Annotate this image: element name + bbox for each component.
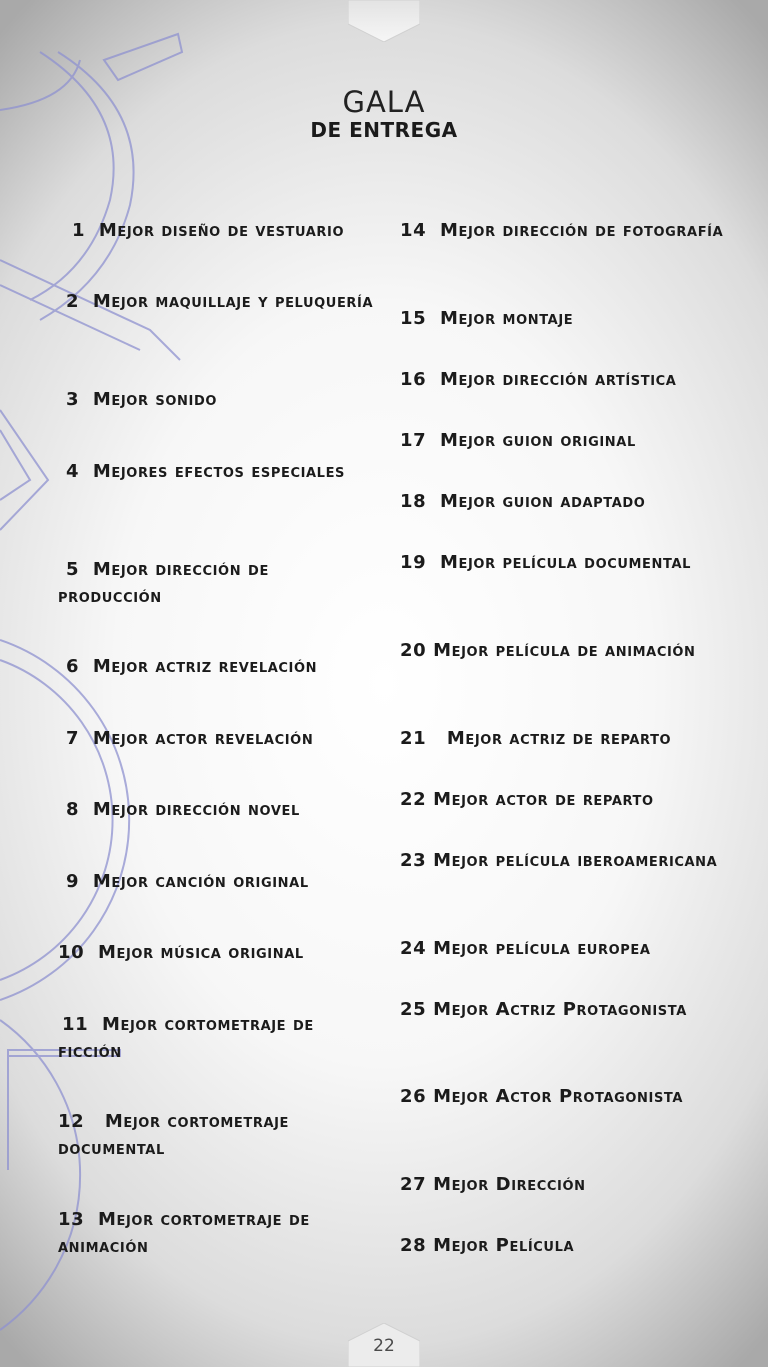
award-item: 23 Mejor película iberoamericana <box>400 850 718 871</box>
award-item: 11 Mejor cortometraje de ficción <box>58 1014 314 1062</box>
award-item: 13 Mejor cortometraje de animación <box>58 1209 310 1257</box>
award-item: 20 Mejor película de animación <box>400 640 696 661</box>
heading-gala: GALA <box>342 85 426 119</box>
award-item: 14 Mejor dirección de fotografía <box>400 220 724 241</box>
award-item: 16 Mejor dirección artística <box>400 369 677 390</box>
award-item: 5 Mejor dirección de producción <box>58 559 269 607</box>
award-item: 8 Mejor dirección novel <box>66 799 300 820</box>
award-item: 27 Mejor Dirección <box>400 1174 586 1195</box>
award-item: 25 Mejor Actriz Protagonista <box>400 999 687 1020</box>
award-item: 2 Mejor maquillaje y peluquería <box>66 291 374 312</box>
award-item: 12 Mejor cortometraje documental <box>58 1111 290 1159</box>
award-item: 22 Mejor actor de reparto <box>400 789 654 810</box>
award-item: 24 Mejor película europea <box>400 938 651 959</box>
page-number: 22 <box>373 1336 395 1356</box>
page-heading <box>0 86 768 142</box>
award-item: 1 Mejor diseño de vestuario <box>72 220 345 241</box>
award-item: 15 Mejor montaje <box>400 308 574 329</box>
award-item: 10 Mejor música original <box>58 942 304 963</box>
award-item: 7 Mejor actor revelación <box>66 728 314 749</box>
heading-de-entrega: DE ENTREGA <box>310 118 458 142</box>
award-item: 21 Mejor actriz de reparto <box>400 728 672 749</box>
award-item: 18 Mejor guion adaptado <box>400 491 646 512</box>
award-item: 28 Mejor Película <box>400 1235 575 1256</box>
award-item: 17 Mejor guion original <box>400 430 636 451</box>
award-item: 19 Mejor película documental <box>400 552 692 573</box>
award-item: 4 Mejores efectos especiales <box>66 461 346 482</box>
award-item: 26 Mejor Actor Protagonista <box>400 1086 684 1107</box>
award-item: 3 Mejor sonido <box>66 389 217 410</box>
award-item: 6 Mejor actriz revelación <box>66 656 318 677</box>
top-tab-decoration <box>348 0 420 42</box>
award-item: 9 Mejor canción original <box>66 871 309 892</box>
